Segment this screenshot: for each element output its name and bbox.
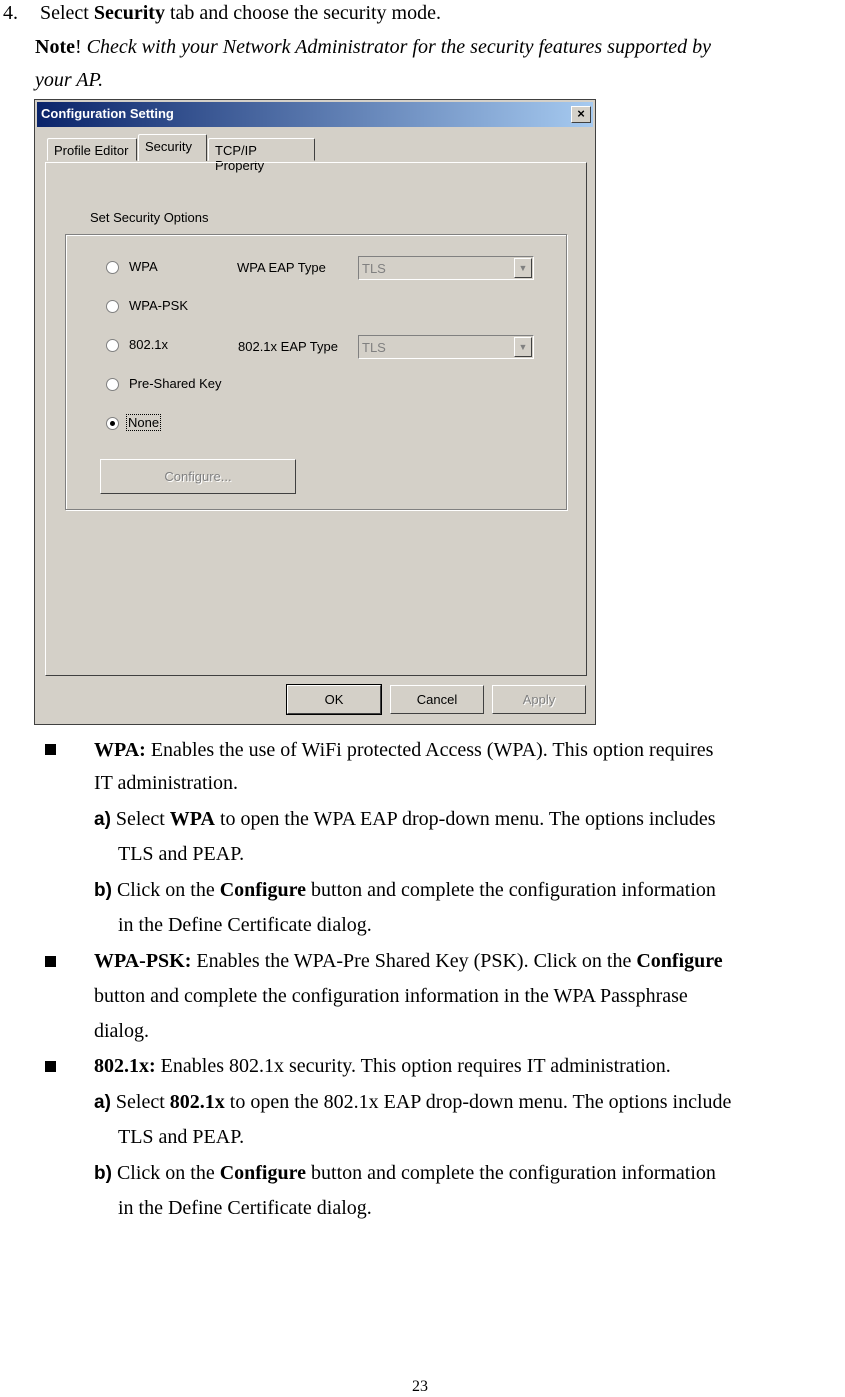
dot1x-text-1: Enables 802.1x security. This option requires IT administration. <box>155 1055 671 1077</box>
dot1x-b-post: button and complete the configuration information <box>306 1162 716 1184</box>
wpa-eap-type-label: WPA EAP Type <box>237 260 326 275</box>
radio-wpa-psk-label: WPA-PSK <box>129 298 188 313</box>
dot1x-a-line-1 <box>94 1089 731 1116</box>
wpapsk-line-1 <box>94 948 723 974</box>
close-icon: × <box>577 106 585 121</box>
wpa-title: WPA: <box>94 739 146 761</box>
wpa-a-bold: WPA <box>169 808 215 830</box>
wpa-a-pre: Select <box>110 808 170 830</box>
wpa-b-line-1 <box>94 877 716 904</box>
wpapsk-title: WPA-PSK: <box>94 950 192 972</box>
ok-button-label: OK <box>324 692 344 707</box>
radio-none-label: None <box>128 415 160 430</box>
tab-profile-editor[interactable] <box>47 138 137 161</box>
dot1x-b-marker: b) <box>94 1163 112 1184</box>
dot1x-title: 802.1x: <box>94 1055 156 1077</box>
wpa-a-line-2: TLS and PEAP. <box>118 843 245 865</box>
bullet-8021x <box>45 1061 56 1072</box>
tab-security[interactable] <box>138 134 207 161</box>
dot1x-a-bold: 802.1x <box>169 1091 225 1113</box>
note-line-2 <box>35 67 103 93</box>
radio-8021x[interactable] <box>106 339 119 352</box>
step-text-bold: Security <box>93 2 165 24</box>
note-bang: ! <box>74 36 82 58</box>
chevron-down-icon: ▼ <box>514 337 532 357</box>
note-label: Note <box>35 36 75 58</box>
dot1x-a-marker: a) <box>94 1092 111 1113</box>
dialog-titlebar <box>37 102 593 127</box>
ok-button[interactable] <box>287 685 381 714</box>
dot1x-a-line-2: TLS and PEAP. <box>118 1126 245 1148</box>
configure-button-label: Configure... <box>164 469 232 484</box>
dot1x-b-bold: Configure <box>219 1162 307 1184</box>
dot1x-eap-type-value: TLS <box>362 340 386 355</box>
wpa-line-2: IT administration. <box>94 772 239 794</box>
tab-tcpip-property-label: TCP/IP Property <box>215 143 265 173</box>
tab-profile-editor-label: Profile Editor <box>54 143 129 158</box>
apply-button-label: Apply <box>522 692 556 707</box>
cancel-button-label: Cancel <box>416 692 458 707</box>
cancel-button[interactable] <box>390 685 484 714</box>
dot1x-a-post: to open the 802.1x EAP drop-down menu. The options include <box>224 1091 732 1113</box>
dialog-title: Configuration Setting <box>41 106 174 121</box>
step-number: 4. <box>3 2 18 24</box>
close-button[interactable] <box>571 106 591 123</box>
dot1x-eap-type-select[interactable] <box>358 335 534 359</box>
wpa-a-marker: a) <box>94 809 111 830</box>
wpa-eap-type-value: TLS <box>362 261 386 276</box>
radio-none[interactable] <box>106 417 119 430</box>
bullet-wpa <box>45 744 56 755</box>
wpa-a-line-1 <box>94 806 716 833</box>
radio-pre-shared-key-label: Pre-Shared Key <box>129 376 222 391</box>
wpa-b-pre: Click on the <box>111 879 220 901</box>
wpapsk-bold: Configure <box>636 950 723 972</box>
configuration-setting-dialog <box>34 99 596 725</box>
radio-wpa[interactable] <box>106 261 119 274</box>
wpapsk-text-1: Enables the WPA-Pre Shared Key (PSK). Click on the <box>191 950 637 972</box>
radio-8021x-label: 802.1x <box>129 337 169 352</box>
chevron-down-icon: ▼ <box>514 258 532 278</box>
note-text-1: Check with your Network Administrator for the security features supported by <box>81 36 712 58</box>
tab-security-label: Security <box>145 139 192 154</box>
dot1x-line-1 <box>94 1053 671 1079</box>
group-title: Set Security Options <box>90 210 209 225</box>
wpa-b-bold: Configure <box>219 879 307 901</box>
note-line-1 <box>35 34 711 60</box>
wpa-line-1 <box>94 737 713 763</box>
dot1x-eap-type-label: 802.1x EAP Type <box>238 339 338 354</box>
step-text-pre: Select <box>40 2 94 24</box>
tab-tcpip-property[interactable] <box>208 138 315 173</box>
note-text-2: your AP. <box>35 69 104 91</box>
wpapsk-line-3: dialog. <box>94 1020 149 1042</box>
apply-button[interactable] <box>492 685 586 714</box>
radio-wpa-psk[interactable] <box>106 300 119 313</box>
dot1x-b-pre: Click on the <box>111 1162 220 1184</box>
configure-button[interactable] <box>100 459 296 494</box>
wpa-eap-type-select[interactable] <box>358 256 534 280</box>
radio-wpa-label: WPA <box>129 259 158 274</box>
step-heading <box>3 0 441 26</box>
dot1x-b-line-2: in the Define Certificate dialog. <box>118 1197 372 1219</box>
wpa-b-post: button and complete the configuration information <box>306 879 716 901</box>
wpa-a-post: to open the WPA EAP drop-down menu. The options includes <box>214 808 716 830</box>
wpapsk-line-2: button and complete the configuration information in the WPA Passphrase <box>94 985 688 1007</box>
page-number: 23 <box>412 1378 428 1395</box>
radio-pre-shared-key[interactable] <box>106 378 119 391</box>
wpa-b-line-2: in the Define Certificate dialog. <box>118 914 372 936</box>
bullet-wpa-psk <box>45 956 56 967</box>
wpa-b-marker: b) <box>94 880 112 901</box>
dot1x-b-line-1 <box>94 1160 716 1187</box>
step-text-post: tab and choose the security mode. <box>164 2 441 24</box>
wpa-text-1: Enables the use of WiFi protected Access (WPA). This option requires <box>145 739 714 761</box>
dot1x-a-pre: Select <box>110 1091 170 1113</box>
